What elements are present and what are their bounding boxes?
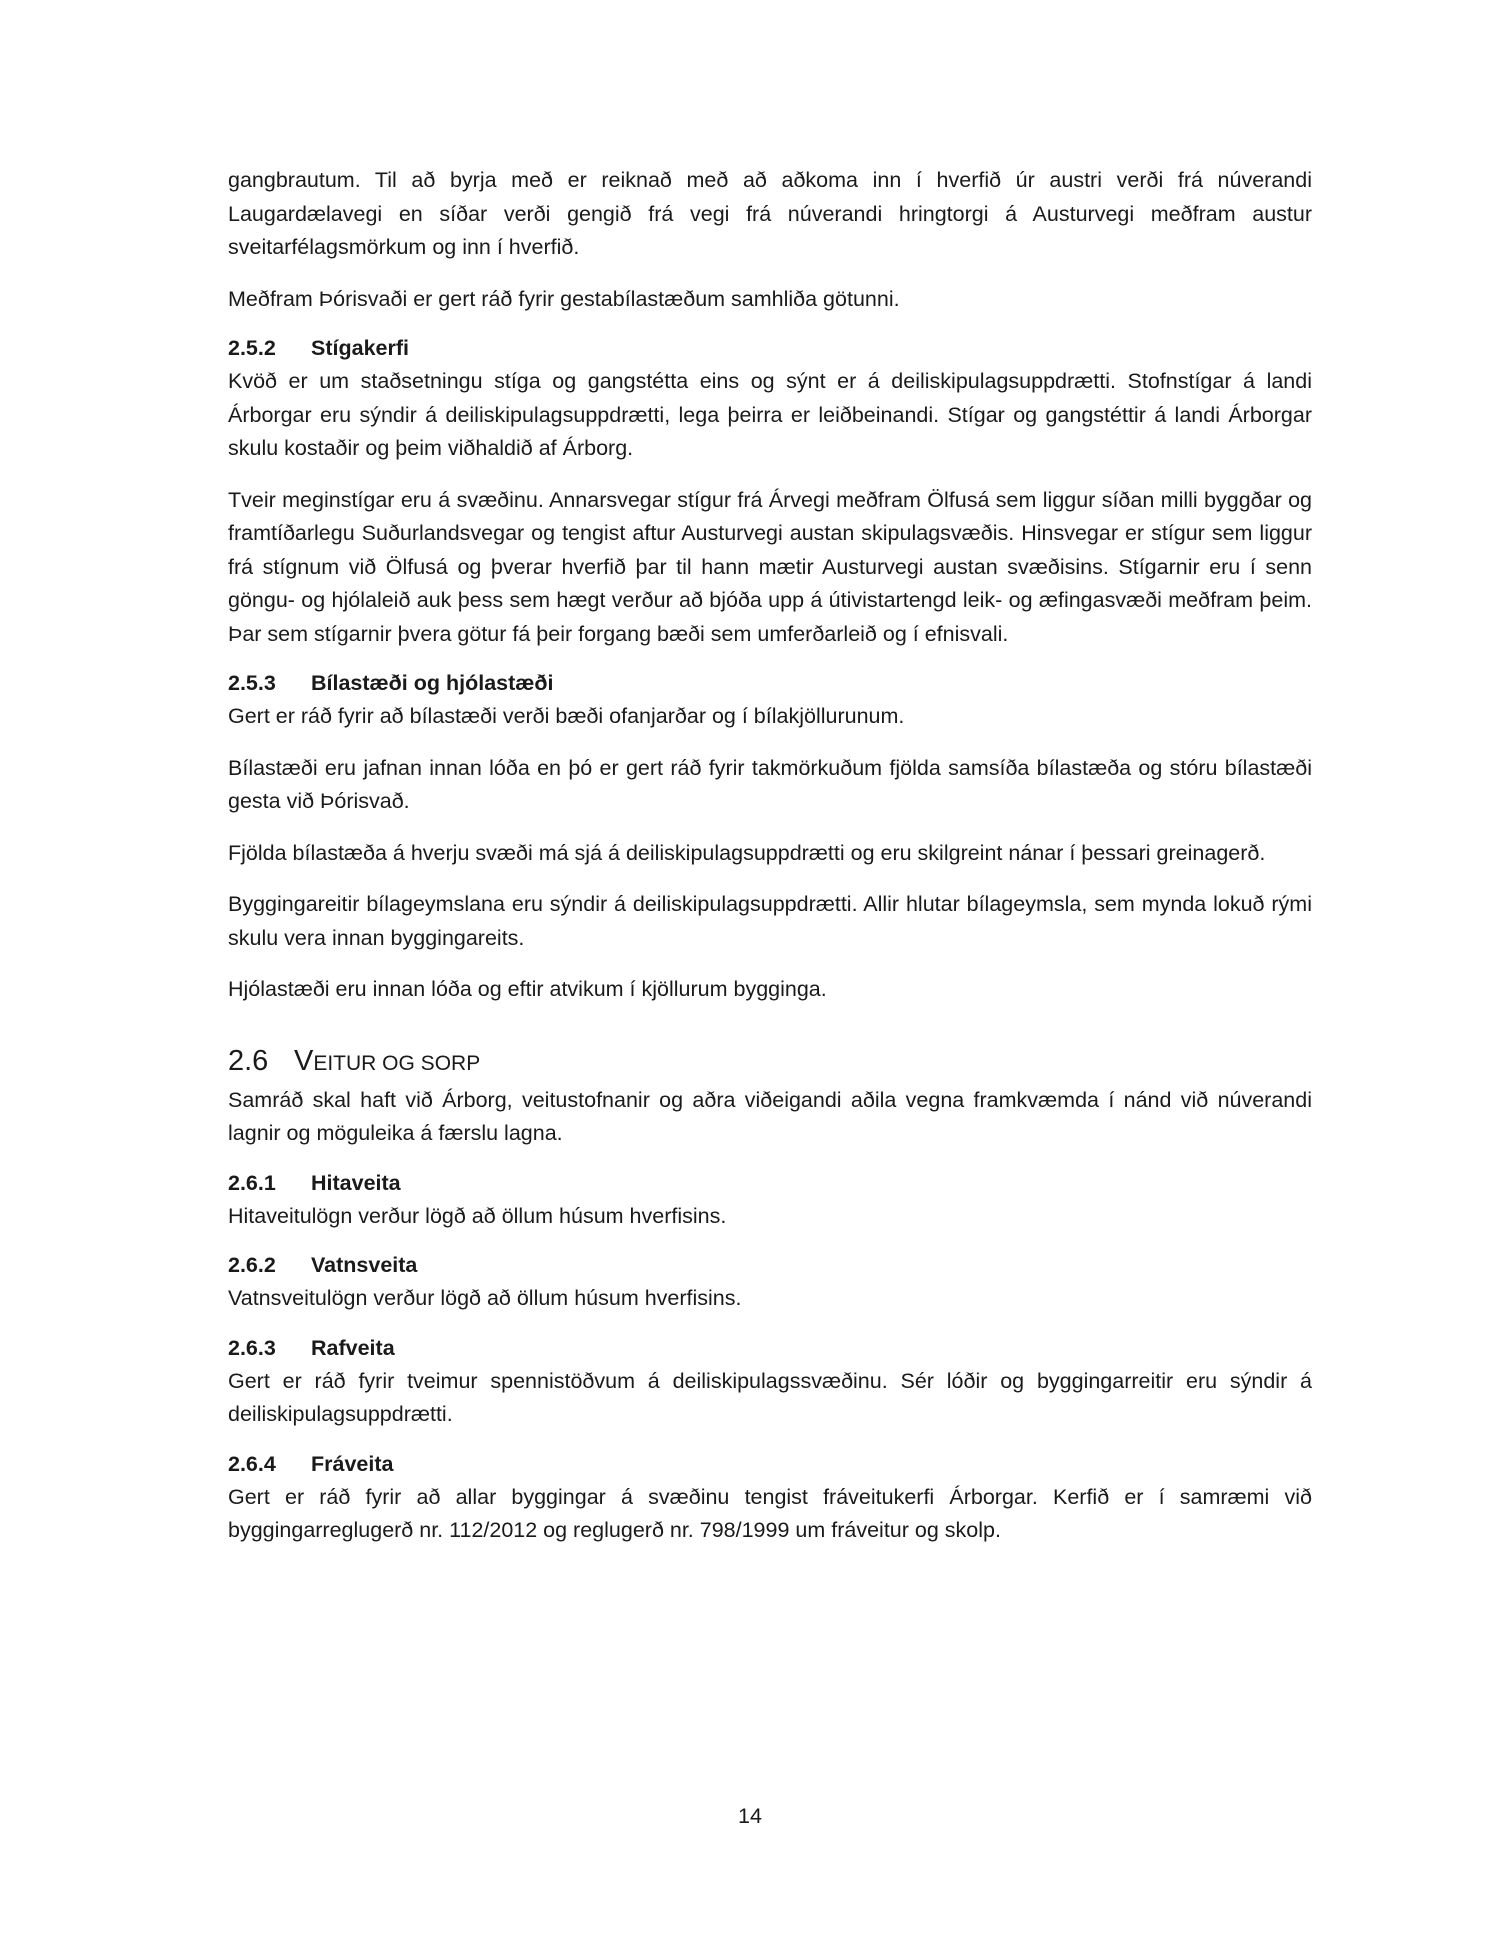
section-title: Vatnsveita — [311, 1253, 418, 1277]
section-title — [294, 1041, 480, 1084]
section-title: Fráveita — [311, 1451, 394, 1476]
section-title: Rafveita — [311, 1335, 395, 1360]
paragraph-2-5-3-c: Fjölda bílastæða á hverju svæði má sjá á deiliskipulagsuppdrætti og eru skilgreint nánar í þessari greinagerð. — [228, 840, 1266, 865]
heading-2-6-3 — [228, 1332, 1312, 1365]
section-number: 2.6.2 — [228, 1253, 276, 1277]
heading-2-6 — [228, 1041, 1312, 1084]
section-number: 2.6.1 — [228, 1170, 276, 1195]
section-number: 2.5.2 — [228, 336, 276, 360]
paragraph-intro-1: gangbrautum. Til að byrja með er reiknað með að aðkoma inn í hverfið úr austri verði frá núverandi Laugardælavegi en síðar verði gengið frá vegi frá núverandi hringtorgi á Austurvegi meðfram austur sveitarfélagsmörkum og inn í hverfið. — [228, 168, 1312, 259]
document-page — [228, 164, 1312, 1566]
section-number: 2.5.3 — [228, 671, 276, 695]
paragraph-2-5-2-b: Tveir meginstígar eru á svæðinu. Annarsvegar stígur frá Árvegi meðfram Ölfusá sem liggur síðan milli byggðar og framtíðarlegu Suðurlandsvegar og tengist aftur Austurvegi austan skipulagsvæðis. Hinsvegar er stígur sem liggur frá stígnum við Ölfusá og þverar hverfið þar til hann mætir Austurvegi austan svæðisins. Stígarnir eru í senn göngu- og hjólaleið auk þess sem hægt verður að bjóða upp á útivistartengd leik- og æfingasvæði meðfram þeim. Þar sem stígarnir þvera götur fá þeir forgang bæði sem umferðarleið og í efnisvali. — [228, 487, 1312, 646]
paragraph-intro-2: Meðfram Þórisvaði er gert ráð fyrir gestabílastæðum samhliða götunni. — [228, 286, 900, 311]
paragraph-2-6-2: Vatnsveitulögn verður lögð að öllum húsum hverfisins. — [228, 1286, 742, 1310]
paragraph-2-5-3-d: Byggingareitir bílageymslana eru sýndir á deiliskipulagsuppdrætti. Allir hlutar bílageymsla, sem mynda lokuð rými skulu vera innan byggingareits. — [228, 892, 1312, 950]
section-title: Hitaveita — [311, 1170, 401, 1195]
section-title: Bílastæði og hjólastæði — [311, 671, 554, 695]
heading-2-5-3 — [228, 667, 1312, 700]
paragraph-2-5-3-a: Gert er ráð fyrir að bílastæði verði bæði ofanjarðar og í bílakjöllurunum. — [228, 704, 905, 728]
section-title-rest: EITUR OG SORP — [313, 1051, 481, 1075]
section-title: Stígakerfi — [311, 336, 409, 360]
heading-2-5-2 — [228, 332, 1312, 365]
section-number: 2.6 — [228, 1044, 269, 1077]
heading-2-6-4 — [228, 1448, 1312, 1481]
paragraph-2-6: Samráð skal haft við Árborg, veitustofnanir og aðra viðeigandi aðila vegna framkvæmda í nánd við núverandi lagnir og möguleika á færslu lagna. — [228, 1087, 1312, 1145]
heading-2-6-2 — [228, 1249, 1312, 1282]
page-number: 14 — [738, 1804, 762, 1828]
paragraph-2-5-3-b: Bílastæði eru jafnan innan lóða en þó er gert ráð fyrir takmörkuðum fjölda samsíða bílastæða og stóru bílastæði gesta við Þórisvað. — [228, 755, 1312, 813]
paragraph-2-6-1: Hitaveitulögn verður lögð að öllum húsum hverfisins. — [228, 1203, 727, 1228]
heading-2-6-1 — [228, 1167, 1312, 1200]
paragraph-2-6-3: Gert er ráð fyrir tveimur spennistöðvum á deiliskipulagssvæðinu. Sér lóðir og byggingarreitir eru sýndir á deiliskipulagsuppdrætti. — [228, 1368, 1312, 1426]
section-number: 2.6.4 — [228, 1451, 276, 1476]
paragraph-2-5-3-e: Hjólastæði eru innan lóða og eftir atvikum í kjöllurum bygginga. — [228, 977, 827, 1001]
section-number: 2.6.3 — [228, 1335, 276, 1360]
section-title-initial: V — [294, 1044, 314, 1077]
paragraph-2-5-2-a: Kvöð er um staðsetningu stíga og gangstétta eins og sýnt er á deiliskipulagsuppdrætti. Stofnstígar á landi Árborgar eru sýndir á deiliskipulagsuppdrætti, lega þeirra er leiðbeinandi. Stígar og gangstéttir á landi Árborgar skulu kostaðir og þeim viðhaldið af Árborg. — [228, 369, 1312, 460]
paragraph-2-6-4: Gert er ráð fyrir að allar byggingar á svæðinu tengist fráveitukerfi Árborgar. Kerfið er í samræmi við byggingarreglugerð nr. 112/2012 og reglugerð nr. 798/1999 um fráveitur og skolp. — [228, 1484, 1312, 1542]
